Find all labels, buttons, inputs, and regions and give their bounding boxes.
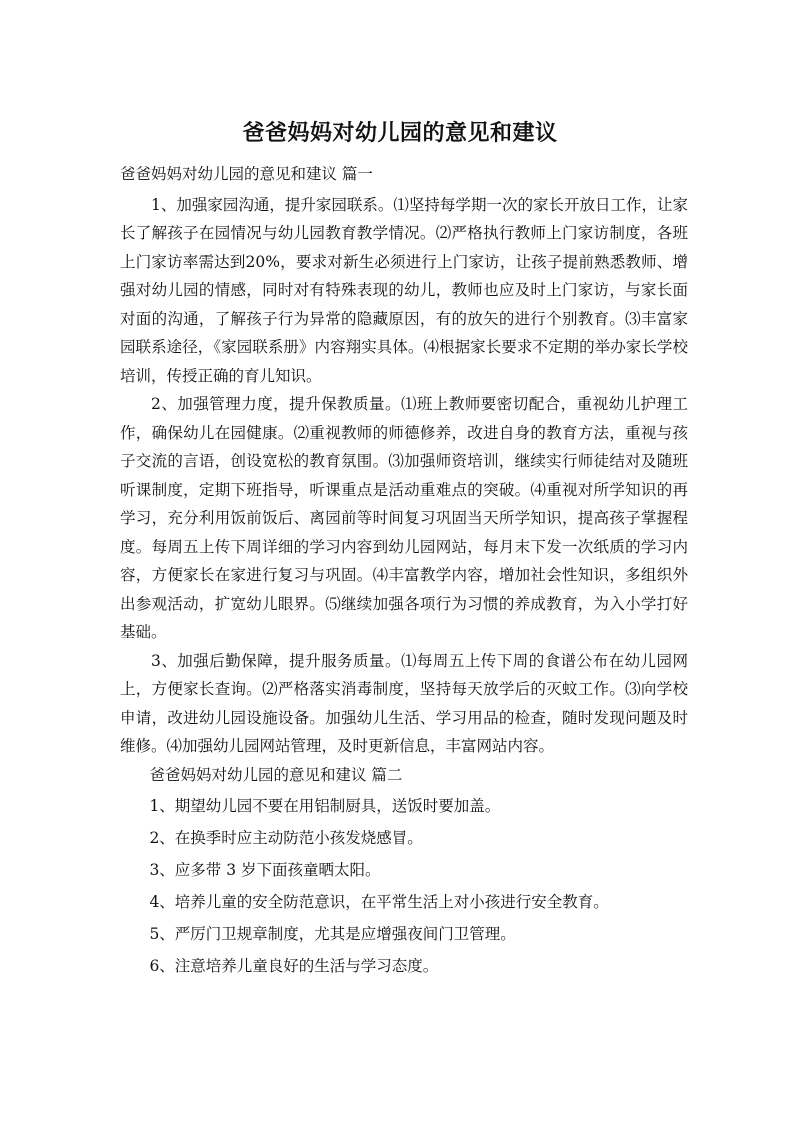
section-2-item: 4、培养儿童的安全防范意识，在平常生活上对小孩进行安全教育。	[149, 893, 609, 911]
section-2-item: 6、注意培养儿童良好的生活与学习态度。	[149, 957, 439, 975]
section-1-paragraph: 1、加强家园沟通，提升家园联系。⑴坚持每学期一次的家长开放日工作，让家长了解孩子在园情况与幼儿园教育教学情况。⑵严格执行教师上门家访制度，各班上门家访率需达到20%，要求对新生必须进行上门家访，让孩子提前熟悉教师、增强对幼儿园的情感，同时对有特殊表现的幼儿，教师也应及时上门家访，与家长面对面的沟通，了解孩子行为异常的隐藏原因，有的放矢的进行个别教育。⑶丰富家园联系途径，《家园联系册》内容翔实具体。⑷根据家长要求不定期的举办家长学校培训，传授正确的育儿知识。	[120, 195, 688, 385]
section-2-item: 5、严厉门卫规章制度，尤其是应增强夜间门卫管理。	[149, 925, 516, 943]
section-2-item: 2、在换季时应主动防范小孩发烧感冒。	[149, 829, 423, 847]
section-1-paragraph: 3、加强后勤保障，提升服务质量。⑴每周五上传下周的食谱公布在幼儿园网上，方便家长查询。⑵严格落实消毒制度，坚持每天放学后的灭蚊工作。⑶向学校申请，改进幼儿园设施设备。加强幼儿生活、学习用品的检查，随时发现问题及时维修。⑷加强幼儿园网站管理，及时更新信息，丰富网站内容。	[120, 651, 688, 755]
section-1-heading: 爸爸妈妈对幼儿园的意见和建议 篇一	[120, 165, 373, 183]
document-body	[120, 160, 688, 981]
document-title: 爸爸妈妈对幼儿园的意见和建议	[242, 121, 558, 146]
section-2-heading: 爸爸妈妈对幼儿园的意见和建议 篇二	[149, 765, 403, 784]
section-2-item: 3、应多带 3 岁下面孩童晒太阳。	[149, 861, 381, 879]
section-1-paragraph: 2、加强管理力度，提升保教质量。⑴班上教师要密切配合，重视幼儿护理工作，确保幼儿在园健康。⑵重视教师的师德修养，改进自身的教育方法，重视与孩子交流的言语，创设宽松的教育氛围。⑶加强师资培训，继续实行师徒结对及随班听课制度，定期下班指导，听课重点是活动重难点的突破。⑷重视对所学知识的再学习，充分利用饭前饭后、离园前等时间复习巩固当天所学知识，提高孩子掌握程度。每周五上传下周详细的学习内容到幼儿园网站，每月末下发一次纸质的学习内容，方便家长在家进行复习与巩固。⑷丰富教学内容，增加社会性知识，多组织外出参观活动，扩宽幼儿眼界。⑸继续加强各项行为习惯的养成教育，为入小学打好基础。	[120, 395, 688, 641]
section-2-item: 1、期望幼儿园不要在用铝制厨具，送饭时要加盖。	[149, 797, 501, 815]
